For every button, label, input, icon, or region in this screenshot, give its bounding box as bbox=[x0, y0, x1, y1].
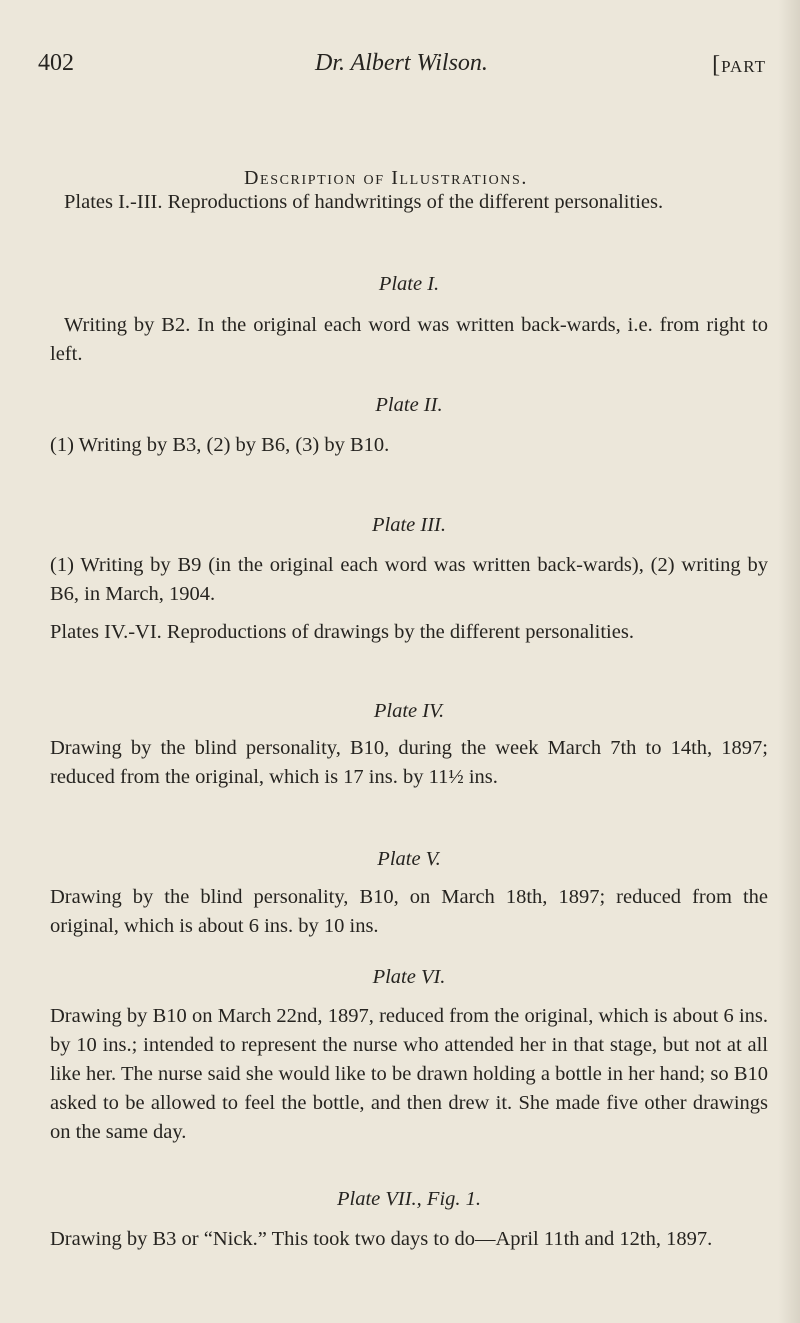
plate-ii-caption: Plate II. bbox=[375, 394, 443, 416]
plate-vii-caption: Plate VII., Fig. 1. bbox=[336, 1188, 482, 1210]
plate-v-description: Drawing by the blind personality, B10, on March 18th, 1897; reduced from the original, which is about 6 ins. by 10 ins. bbox=[50, 886, 768, 937]
section-heading: Description of Illustrations. bbox=[244, 167, 528, 189]
plate-iv-description: Drawing by the blind personality, B10, during the week March 7th to 14th, 1897; reduced from the original, which is 17 ins. by 11½ ins. bbox=[50, 737, 768, 788]
plate-v-caption: Plate V. bbox=[377, 848, 441, 870]
page-number: 402 bbox=[38, 50, 74, 76]
section-tag: [part bbox=[712, 52, 766, 78]
running-title: Dr. Albert Wilson. bbox=[315, 50, 488, 76]
plate-vi-caption: Plate VI. bbox=[372, 966, 446, 988]
plate-iii-description: (1) Writing by B9 (in the original each word was written back-wards), (2) writing by B6, in March, 1904. bbox=[50, 554, 768, 605]
plate-vi-description: Drawing by B10 on March 22nd, 1897, reduced from the original, which is about 6 ins. by 10 ins.; intended to represent the nurse who attended her in that stage, but not at all like her. The nurse said she would like to be drawn holding a bottle in her hand; so B10 asked to be allowed to feel the bottle, and then drew it. She made five other drawings on the same day. bbox=[50, 1005, 768, 1143]
page-edge-shadow bbox=[778, 0, 800, 1323]
plate-iv-caption: Plate IV. bbox=[373, 700, 445, 722]
plates-i-iii-intro: Plates I.-III. Reproductions of handwritings of the different personalities. bbox=[64, 191, 664, 213]
plate-vii-description: Drawing by B3 or “Nick.” This took two days to do—April 11th and 12th, 1897. bbox=[50, 1228, 713, 1250]
plate-i-description: Writing by B2. In the original each word was written back-wards, i.e. from right to left. bbox=[50, 314, 768, 365]
running-head bbox=[38, 50, 766, 86]
plates-iv-vi-intro: Plates IV.-VI. Reproductions of drawings by the different personalities. bbox=[50, 621, 634, 643]
plate-ii-description: (1) Writing by B3, (2) by B6, (3) by B10. bbox=[50, 434, 390, 456]
plate-i-caption: Plate I. bbox=[378, 273, 440, 295]
plate-iii-caption: Plate III. bbox=[372, 514, 446, 536]
